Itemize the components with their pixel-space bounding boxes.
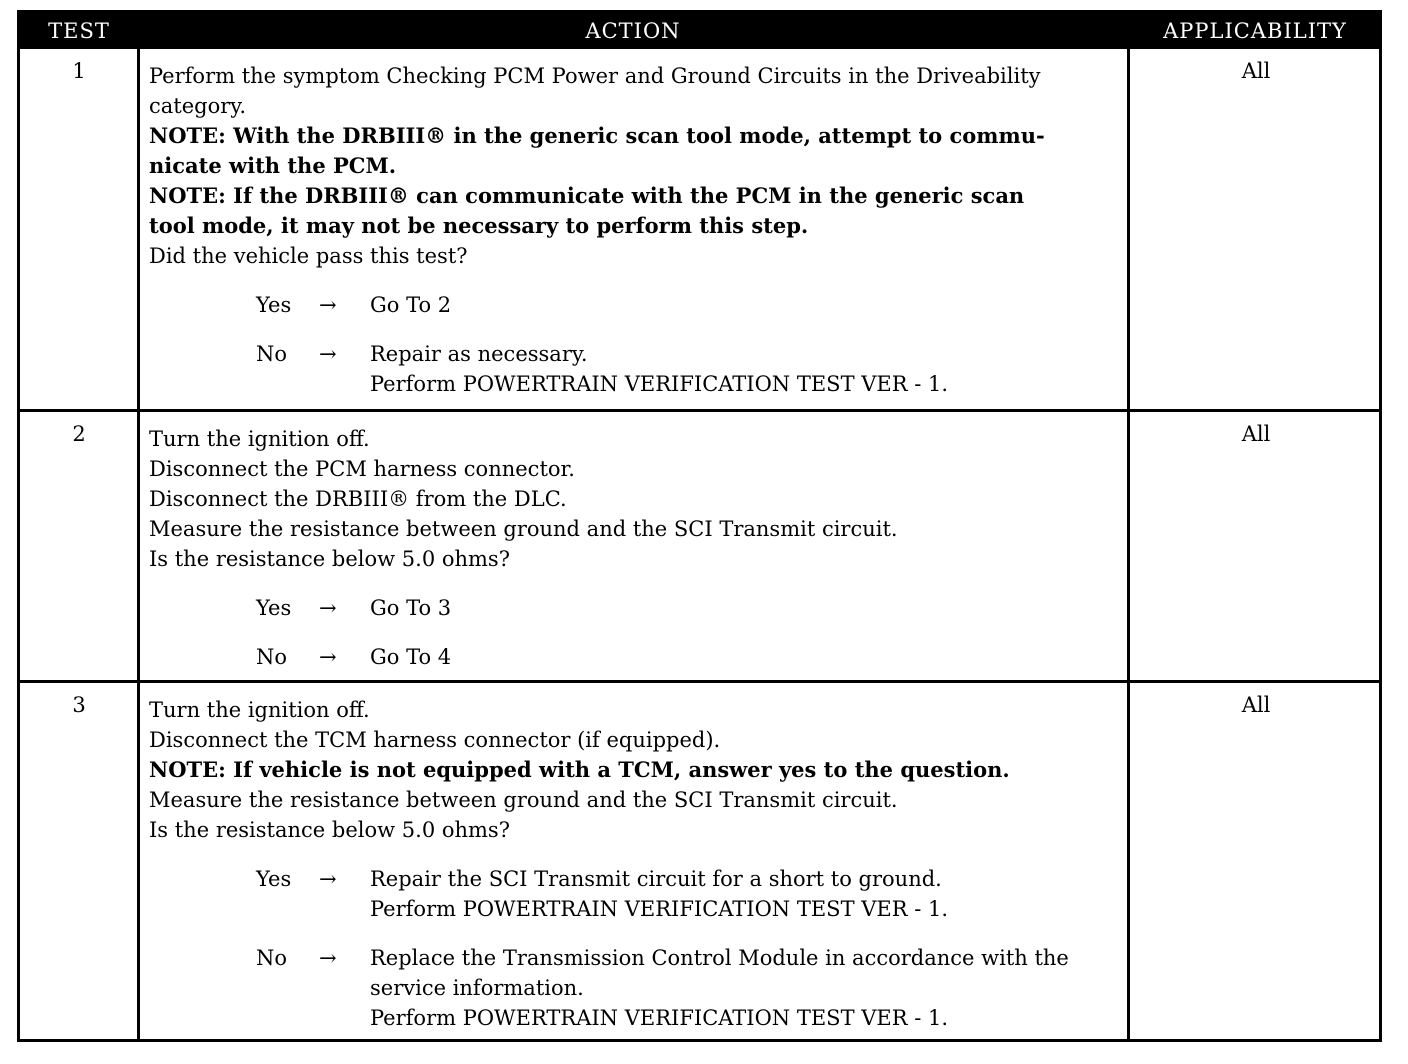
- arrow-icon: →: [319, 946, 337, 970]
- action-line: Measure the resistance between ground and the SCI Transmit circuit.: [149, 517, 898, 541]
- choice-outcome-line: Repair the SCI Transmit circuit for a short to ground.: [370, 867, 942, 891]
- note-line: NOTE: If the DRBIII® can communicate with the PCM in the generic scan: [149, 183, 1025, 208]
- choice-outcome: Go To 2: [370, 293, 452, 317]
- choice-label: No: [256, 645, 288, 669]
- test-number: 1: [72, 59, 86, 83]
- choice-outcome-line: Repair as necessary.: [370, 342, 588, 366]
- choice-label: No: [256, 342, 288, 366]
- choice-outcome: [370, 864, 948, 924]
- choice-yes: [149, 593, 1124, 623]
- table-row-test-3: [20, 680, 1379, 1042]
- applicability-value: All: [1241, 59, 1271, 83]
- test-number: 2: [72, 422, 86, 446]
- action-cell: [149, 695, 1124, 1033]
- choice-outcome-line: service information.: [370, 976, 584, 1000]
- action-line: Disconnect the TCM harness connector (if equipped).: [149, 728, 721, 752]
- action-line: Turn the ignition off.: [149, 427, 370, 451]
- note-line: nicate with the PCM.: [149, 153, 397, 178]
- choice-outcome: [370, 339, 948, 399]
- action-cell: [149, 61, 1124, 399]
- question-line: Is the resistance below 5.0 ohms?: [149, 547, 510, 571]
- choice-label: Yes: [256, 293, 292, 317]
- arrow-icon: →: [319, 596, 337, 620]
- action-cell: [149, 424, 1124, 672]
- arrow-icon: →: [319, 867, 337, 891]
- action-line: Measure the resistance between ground and the SCI Transmit circuit.: [149, 788, 898, 812]
- note-line: NOTE: If vehicle is not equipped with a TCM, answer yes to the question.: [149, 757, 1010, 782]
- header-action: ACTION: [585, 19, 681, 43]
- note-line: tool mode, it may not be necessary to perform this step.: [149, 213, 809, 238]
- choice-no: [149, 943, 1124, 1033]
- header-test: TEST: [48, 19, 110, 43]
- choice-outcome-line: Replace the Transmission Control Module in accordance with the: [370, 946, 1069, 970]
- diagnostic-test-table: [17, 10, 1382, 1042]
- choice-label: Yes: [256, 596, 292, 620]
- choice-outcome: Go To 4: [370, 645, 452, 669]
- question-line: Is the resistance below 5.0 ohms?: [149, 818, 510, 842]
- choice-no: [149, 642, 1124, 672]
- action-line: category.: [149, 94, 247, 118]
- action-line: Disconnect the PCM harness connector.: [149, 457, 575, 481]
- choice-outcome-line: Perform POWERTRAIN VERIFICATION TEST VER - 1.: [370, 1006, 949, 1030]
- choice-outcome: Go To 3: [370, 596, 452, 620]
- note-line: NOTE: With the DRBIII® in the generic scan tool mode, attempt to commu-: [149, 123, 1045, 148]
- table-row-test-1: [20, 49, 1379, 410]
- applicability-value: All: [1241, 693, 1271, 717]
- choice-no: [149, 339, 1124, 399]
- arrow-icon: →: [319, 293, 337, 317]
- choice-label: No: [256, 946, 288, 970]
- choice-outcome-line: Perform POWERTRAIN VERIFICATION TEST VER - 1.: [370, 897, 949, 921]
- table-header: [20, 13, 1379, 49]
- header-applicability: APPLICABILITY: [1163, 19, 1347, 43]
- question-line: Did the vehicle pass this test?: [149, 244, 468, 268]
- action-line: Perform the symptom Checking PCM Power and Ground Circuits in the Driveability: [149, 64, 1041, 88]
- action-line: Turn the ignition off.: [149, 698, 370, 722]
- test-number: 3: [72, 693, 86, 717]
- applicability-value: All: [1241, 422, 1271, 446]
- table-row-test-2: [20, 409, 1379, 680]
- choice-yes: [149, 290, 1124, 320]
- arrow-icon: →: [319, 645, 337, 669]
- choice-outcome: [370, 943, 1069, 1033]
- arrow-icon: →: [319, 342, 337, 366]
- choice-label: Yes: [256, 867, 292, 891]
- action-line: Disconnect the DRBIII® from the DLC.: [149, 487, 567, 511]
- choice-outcome-line: Perform POWERTRAIN VERIFICATION TEST VER - 1.: [370, 372, 949, 396]
- choice-yes: [149, 864, 1124, 924]
